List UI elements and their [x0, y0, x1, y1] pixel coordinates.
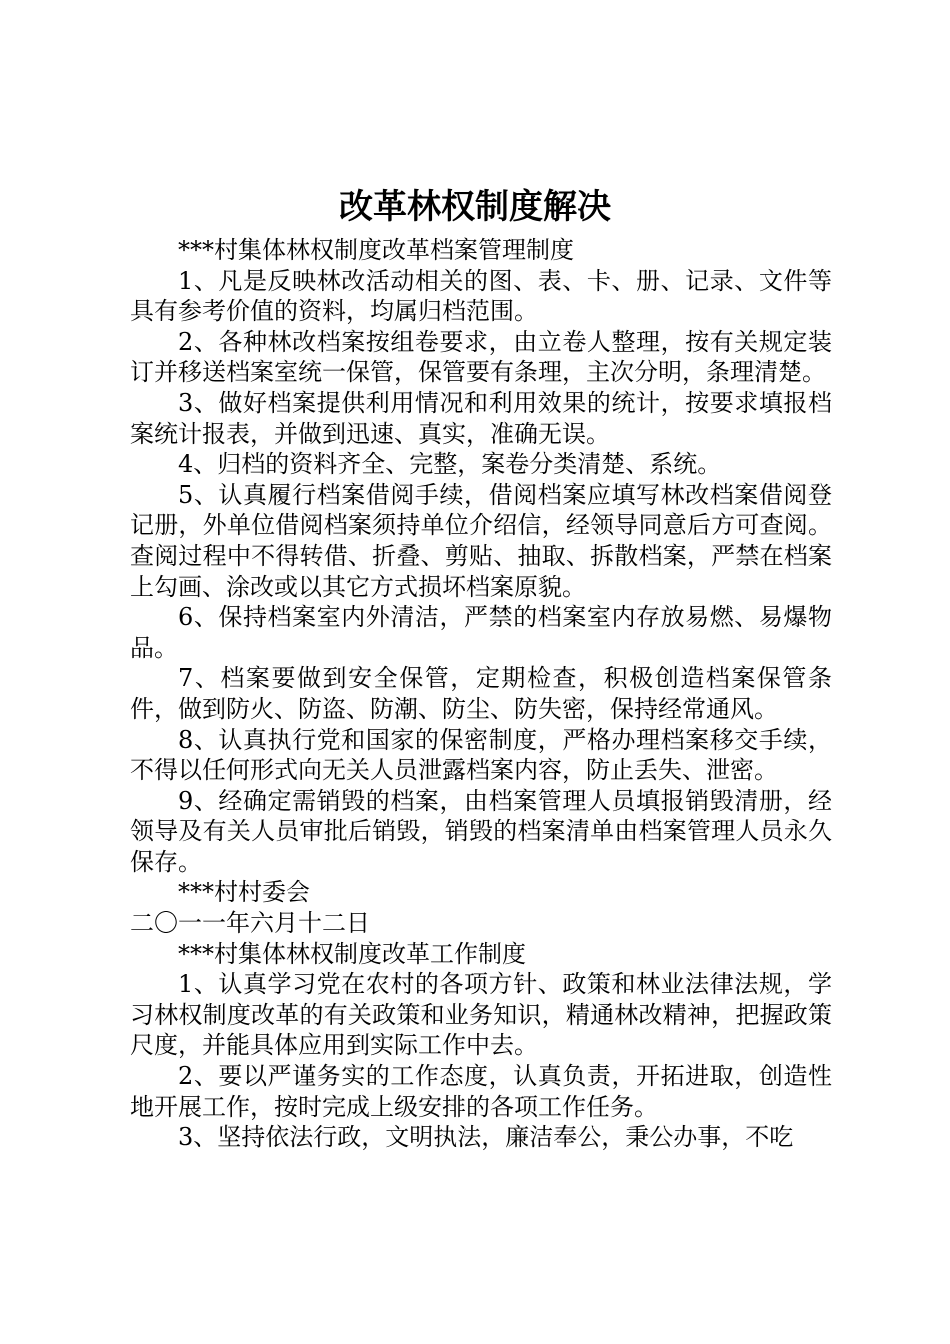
section-heading-archive: ***村集体林权制度改革档案管理制度 [178, 236, 574, 264]
paragraph: 4、归档的资料齐全、完整，案卷分类清楚、系统。 [178, 450, 722, 479]
section-heading-work: ***村集体林权制度改革工作制度 [178, 939, 526, 968]
paragraph: 1、认真学习党在农村的各项方针、政策和林业法律法规，学习林权制度改革的有关政策和业务知识，精通林改精神，把握政策尺度，并能具体应用到实际工作中去。 [130, 970, 832, 1060]
signature-date: 二〇一一年六月十二日 [130, 909, 370, 938]
signature-issuer: ***村村委会 [178, 878, 310, 907]
paragraph: 8、认真执行党和国家的保密制度，严格办理档案移交手续，不得以任何形式向无关人员泄露档案内容，防止丢失、泄密。 [130, 725, 832, 785]
document-title: 改革林权制度解决 [339, 187, 611, 227]
paragraph: 7、档案要做到安全保管，定期检查，积极创造档案保管条件，做到防火、防盗、防潮、防尘、防失密，保持经常通风。 [130, 664, 832, 723]
paragraph: 6、保持档案室内外清洁，严禁的档案室内存放易燃、易爆物品。 [130, 603, 832, 662]
document-body [130, 235, 832, 1153]
paragraph: 3、做好档案提供利用情况和利用效果的统计，按要求填报档案统计报表，并做到迅速、真实，准确无误。 [130, 388, 832, 448]
paragraph: 5、认真履行档案借阅手续，借阅档案应填写林改档案借阅登记册，外单位借阅档案须持单位介绍信，经领导同意后方可查阅。查阅过程中不得转借、折叠、剪贴、抽取、拆散档案，严禁在档案上勾画、涂改或以其它方式损坏档案原貌。 [130, 480, 832, 601]
paragraph: 2、要以严谨务实的工作态度，认真负责，开拓进取，创造性地开展工作，按时完成上级安排的各项工作任务。 [130, 1062, 832, 1121]
paragraph: 2、各种林改档案按组卷要求，由立卷人整理，按有关规定装订并移送档案室统一保管，保管要有条理，主次分明，条理清楚。 [130, 327, 832, 387]
paragraph: 9、经确定需销毁的档案，由档案管理人员填报销毁清册，经领导及有关人员审批后销毁，销毁的档案清单由档案管理人员永久保存。 [130, 786, 832, 876]
paragraph: 3、坚持依法行政，文明执法，廉洁奉公，秉公办事，不吃 [178, 1123, 794, 1152]
paragraph: 1、凡是反映林改活动相关的图、表、卡、册、记录、文件等具有参考价值的资料，均属归档范围。 [130, 266, 832, 326]
